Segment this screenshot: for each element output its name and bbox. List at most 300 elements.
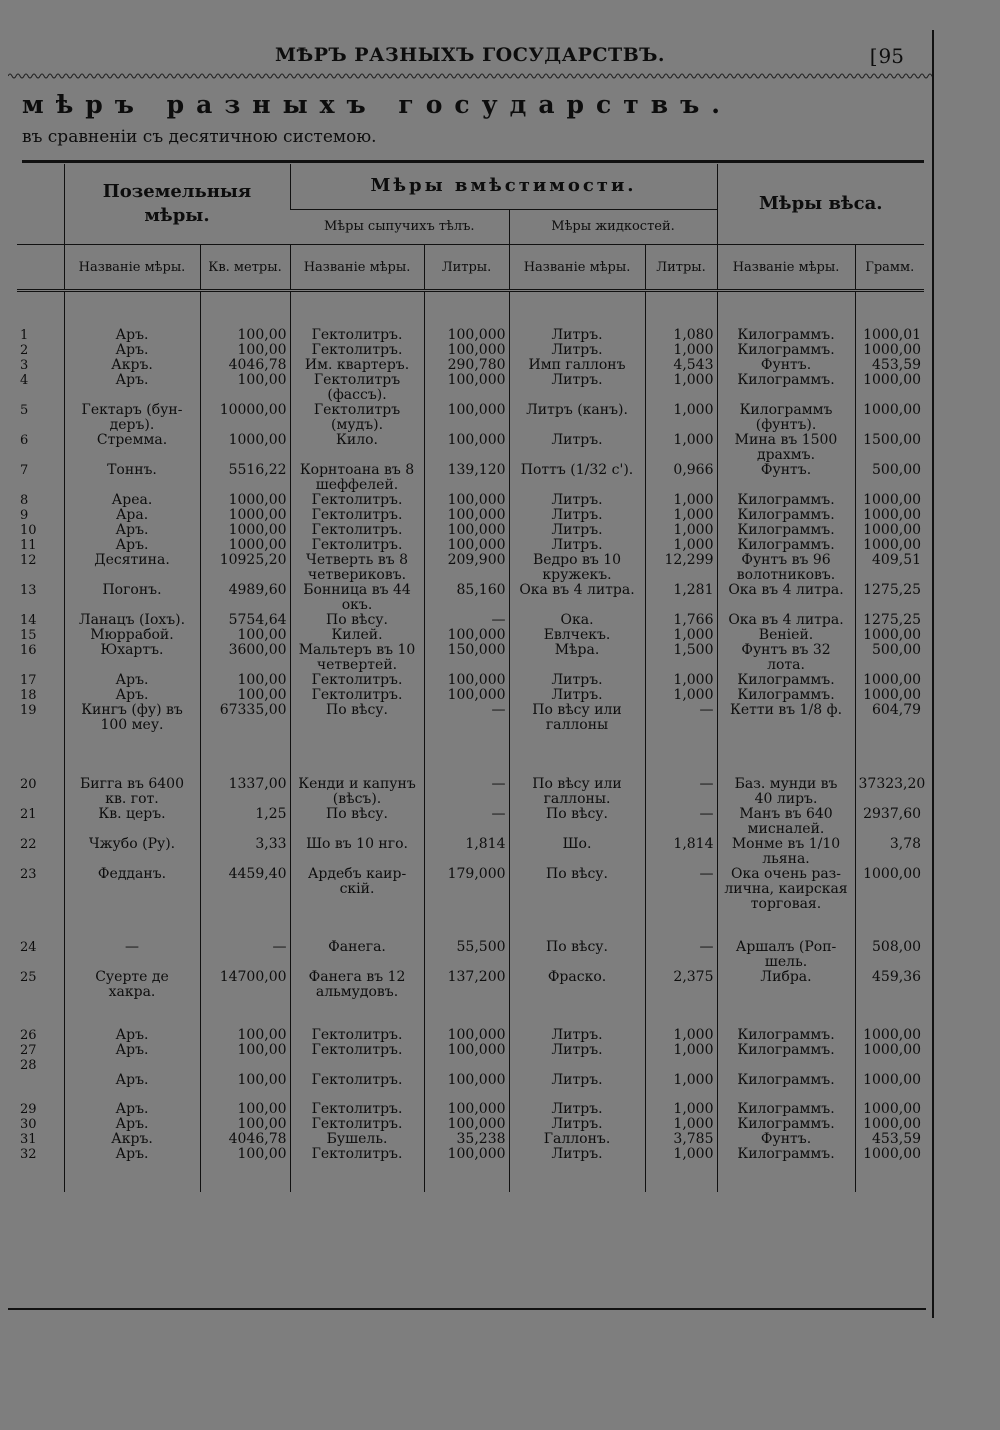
spacer-cell [645,1162,717,1192]
land-measure-name: Чжубо (Ру). [64,837,200,867]
weight-grams: 500,00 [855,463,924,493]
table-row [17,1043,924,1058]
page-number: [ 95 [870,44,904,68]
land-square-meters: 10925,20 [200,553,290,583]
liquid-measure-liters: 1,000 [645,373,717,403]
land-square-meters: 4046,78 [200,1132,290,1147]
row-number: 2 [20,343,29,358]
spacer-cell [17,912,64,940]
spacer-cell [509,291,645,329]
liquid-measure-name: Литръ. [509,1102,645,1117]
liquid-measure-liters: 1,000 [645,1028,717,1043]
row-number: 3 [20,358,29,373]
weight-grams: 1000,00 [855,343,924,358]
table-row [17,403,924,433]
dry-measure-liters: 100,000 [424,373,509,403]
liquid-measures-header: Мѣры жидкостей. [509,209,717,244]
land-square-meters: 100,00 [200,673,290,688]
row-number: 9 [20,508,29,523]
spacer-cell [645,912,717,940]
weight-measure-name: Либра. [717,970,855,1000]
dry-measure-name: Бушель. [290,1132,424,1147]
dry-measure-name: Гектолитръ. [290,1147,424,1162]
dry-measure-name: Кенди и капунъ (вѣсъ). [290,777,424,807]
spacer-cell [855,291,924,329]
table-row [17,970,924,1000]
row-number: 30 [20,1117,37,1132]
land-square-meters: 100,00 [200,1147,290,1162]
liquid-measure-liters: 2,375 [645,970,717,1000]
land-measure-name: Аръ. [64,523,200,538]
weight-grams: 1000,00 [855,1028,924,1043]
spacer-cell [290,1088,424,1102]
liquid-measure-liters: — [645,807,717,837]
liquid-measure-name: Имп галлонъ [509,358,645,373]
row-number: 7 [20,463,29,478]
dry-measure-liters: 100,000 [424,628,509,643]
dry-measure-liters: 150,000 [424,643,509,673]
land-square-meters: 100,00 [200,373,290,403]
dry-measure-liters: 85,160 [424,583,509,613]
wavy-rule [8,72,932,80]
dry-measure-name: Мальтеръ въ 10 четвертей. [290,643,424,673]
spacer-cell [509,1162,645,1192]
spacer-cell [855,912,924,940]
land-measure-name: Кв. церъ. [64,807,200,837]
land-square-meters: 100,00 [200,1028,290,1043]
liquid-measure-name: По вѣсу или галлоны. [509,777,645,807]
weight-grams [855,1058,924,1073]
land-measure-name: Аръ. [64,538,200,553]
page-title: мѣръ разныхъ государствъ. [22,90,732,119]
weight-grams: 409,51 [855,553,924,583]
liquid-measure-name: Ведро въ 10 кружекъ. [509,553,645,583]
liquid-measure-name: По вѣсу. [509,940,645,970]
liquid-measure-liters: 1,000 [645,433,717,463]
dry-measure-liters: 100,000 [424,538,509,553]
weight-grams: 1500,00 [855,433,924,463]
spacer-cell [17,1162,64,1192]
land-square-meters: 1,25 [200,807,290,837]
table-row [17,508,924,523]
dry-measure-name: По вѣсу. [290,613,424,628]
table-row [17,538,924,553]
header-row-columns [17,245,924,291]
dry-measure-liters: 290,780 [424,358,509,373]
dry-measure-name: Гектолитръ. [290,508,424,523]
liquid-measure-name: Литръ. [509,538,645,553]
liquid-measure-name: Ока. [509,613,645,628]
weight-grams: 1000,00 [855,538,924,553]
table-row [17,1058,924,1073]
spacer-cell [424,291,509,329]
spacer-cell [645,733,717,777]
dry-name-header: Названіе мѣры. [290,245,424,291]
row-number: 27 [20,1043,37,1058]
table-body [17,291,924,1193]
liquid-measure-name: Шо. [509,837,645,867]
weight-grams: 1000,00 [855,867,924,912]
spacer-cell [645,291,717,329]
weight-measure-name: Фунтъ. [717,1132,855,1147]
weight-measure-name: Фунтъ. [717,463,855,493]
land-measure-name: Аръ. [64,1043,200,1058]
spacer-cell [424,912,509,940]
table-row [17,1073,924,1088]
weight-measure-name: Килограммъ. [717,493,855,508]
dry-measure-liters: 100,000 [424,673,509,688]
liquid-measure-liters: 1,000 [645,508,717,523]
liquid-measure-name: Литръ. [509,328,645,343]
land-measure-name: Тоннъ. [64,463,200,493]
liquid-measure-liters: 1,000 [645,1073,717,1088]
land-measure-name: — [64,940,200,970]
land-measure-name: Аръ. [64,1028,200,1043]
weight-measure-name: Килограммъ. [717,1147,855,1162]
table-row [17,628,924,643]
weight-grams: 1000,00 [855,1117,924,1132]
dry-measure-name: Гектолитръ. [290,343,424,358]
weight-measure-name: Килограммъ. [717,508,855,523]
table-row [17,1028,924,1043]
table-row [17,583,924,613]
land-square-meters: 10000,00 [200,403,290,433]
row-number: 13 [20,583,37,598]
liquid-measure-liters: — [645,867,717,912]
spacer-cell [64,912,200,940]
liquid-measure-name: Галлонъ. [509,1132,645,1147]
spacer-cell [64,291,200,329]
liquid-measure-liters: — [645,777,717,807]
dry-measure-name: Бонница въ 44 окъ. [290,583,424,613]
dry-measure-name: Гектолитръ. [290,538,424,553]
spacer-row [17,733,924,777]
table-row [17,643,924,673]
weight-measure-name: Килограммъ. [717,538,855,553]
spacer-cell [509,1000,645,1028]
land-measure-name: Погонъ. [64,583,200,613]
land-measure-name: Аръ. [64,1102,200,1117]
row-number: 19 [20,703,37,718]
land-measure-name: Аръ. [64,343,200,358]
row-number: 23 [20,867,37,882]
table-row [17,373,924,403]
land-square-meters: 3600,00 [200,643,290,673]
dry-measure-liters: 100,000 [424,1117,509,1132]
weight-grams: 3,78 [855,837,924,867]
spacer-cell [424,1088,509,1102]
row-number: 12 [20,553,37,568]
land-measure-name: Суерте де хакра. [64,970,200,1000]
row-number: 10 [20,523,37,538]
spacer-cell [290,1162,424,1192]
weight-measure-name: Баз. мунди въ 40 лиръ. [717,777,855,807]
spacer-cell [200,1162,290,1192]
spacer-cell [17,733,64,777]
liquid-measure-liters: 1,000 [645,343,717,358]
liquid-measure-name [509,1058,645,1073]
table-row [17,1102,924,1117]
land-measure-name: Аръ. [64,688,200,703]
dry-measure-name: Гектолитръ. [290,1028,424,1043]
land-square-meters: 3,33 [200,837,290,867]
land-square-meters: 1000,00 [200,523,290,538]
land-measure-name: Мюррабой. [64,628,200,643]
liquid-measure-liters: 1,281 [645,583,717,613]
dry-measure-liters [424,1058,509,1073]
weight-measure-name: Ока въ 4 литра. [717,583,855,613]
spacer-cell [424,1000,509,1028]
land-name-header: Названіе мѣры. [64,245,200,291]
dry-measure-name: Гектолитръ. [290,523,424,538]
liquid-measure-liters: 1,000 [645,403,717,433]
liquid-measure-liters: 1,000 [645,1147,717,1162]
weight-measure-name: Килограммъ. [717,673,855,688]
dry-measure-name: Гектолитръ (фассъ). [290,373,424,403]
dry-measure-name: Фанега въ 12 альмудовъ. [290,970,424,1000]
land-square-meters: 100,00 [200,1117,290,1132]
land-square-meters: 1000,00 [200,508,290,523]
land-measure-name: Гектаръ (бун- деръ). [64,403,200,433]
row-number: 26 [20,1028,37,1043]
land-square-meters: 14700,00 [200,970,290,1000]
table-row [17,328,924,343]
land-square-meters [200,1058,290,1073]
dry-measure-liters: 179,000 [424,867,509,912]
liquid-measure-name: По вѣсу. [509,867,645,912]
weight-grams: 1000,00 [855,523,924,538]
spacer-cell [509,733,645,777]
dry-measure-liters: 139,120 [424,463,509,493]
spacer-row [17,912,924,940]
weight-measure-name: Ока въ 4 литра. [717,613,855,628]
row-number: 22 [20,837,37,852]
land-square-meters: 100,00 [200,1102,290,1117]
dry-measure-name: Фанега. [290,940,424,970]
row-number: 17 [20,673,37,688]
row-number: 21 [20,807,37,822]
dry-measure-liters: 55,500 [424,940,509,970]
spacer-cell [717,912,855,940]
row-number: 15 [20,628,37,643]
spacer-cell [717,1162,855,1192]
dry-measure-liters: — [424,807,509,837]
row-number: 20 [20,777,37,792]
dry-measure-liters: 100,000 [424,1147,509,1162]
weight-measure-name: Веніей. [717,628,855,643]
weight-grams: 1000,00 [855,373,924,403]
weight-grams: 1275,25 [855,583,924,613]
land-measure-name: Кингъ (фу) въ 100 меу. [64,703,200,733]
row-number: 14 [20,613,37,628]
weight-grams: 1000,01 [855,328,924,343]
spacer-cell [200,1088,290,1102]
weight-measure-name: Килограммъ. [717,1102,855,1117]
dry-measure-name: Гектолитръ. [290,1043,424,1058]
spacer-cell [855,1088,924,1102]
table-row [17,688,924,703]
liquid-measure-name: Поттъ (1/32 с'). [509,463,645,493]
dry-measure-name: По вѣсу. [290,703,424,733]
land-square-meters: 1000,00 [200,433,290,463]
spacer-cell [717,733,855,777]
spacer-cell [424,1162,509,1192]
weight-grams: 1000,00 [855,493,924,508]
row-number: 31 [20,1132,37,1147]
weight-grams: 1000,00 [855,688,924,703]
table-row [17,343,924,358]
dry-measure-liters: 137,200 [424,970,509,1000]
weight-grams: 1000,00 [855,673,924,688]
table-row [17,433,924,463]
dry-measure-liters: — [424,777,509,807]
row-number: 29 [20,1102,37,1117]
spacer-row [17,1088,924,1102]
dry-measure-name: Килей. [290,628,424,643]
row-number-subheader [17,245,64,291]
land-measure-name: Ара. [64,508,200,523]
table-row [17,1147,924,1162]
spacer-row [17,291,924,329]
weight-measure-name: Аршалъ (Роп- шель. [717,940,855,970]
spacer-cell [290,1000,424,1028]
liquid-measure-liters: 1,500 [645,643,717,673]
land-square-meters: 5516,22 [200,463,290,493]
land-measure-name: Аръ. [64,1147,200,1162]
liquid-measure-liters: 1,000 [645,1102,717,1117]
row-number [17,1073,64,1088]
liquid-measure-liters: 1,000 [645,673,717,688]
land-square-meters: 100,00 [200,1043,290,1058]
weight-measure-name [717,1058,855,1073]
dry-measure-name: Кило. [290,433,424,463]
running-title: МѢРЪ РАЗНЫХЪ ГОСУДАРСТВЪ. [274,44,666,66]
land-measure-name: Ареа. [64,493,200,508]
land-measure-name: Юхартъ. [64,643,200,673]
dry-measure-liters: 209,900 [424,553,509,583]
dry-measure-name: Гектолитръ. [290,688,424,703]
row-number: 5 [20,403,29,418]
weight-measure-name: Фунтъ въ 96 волотниковъ. [717,553,855,583]
row-number: 8 [20,493,29,508]
dry-measure-liters: 35,238 [424,1132,509,1147]
land-square-meters: 1337,00 [200,777,290,807]
liquid-measure-liters: 1,080 [645,328,717,343]
spacer-cell [200,291,290,329]
row-number: 16 [20,643,37,658]
weight-measure-name: Фунтъ. [717,358,855,373]
row-number: 6 [20,433,29,448]
top-rule [22,160,924,163]
spacer-cell [855,1000,924,1028]
spacer-cell [17,1088,64,1102]
liquid-measure-name: Литръ. [509,1073,645,1088]
table-row [17,463,924,493]
weight-measure-name: Килограммъ. [717,343,855,358]
liquid-measure-liters: 1,000 [645,1117,717,1132]
dry-liters-header: Литры. [424,245,509,291]
spacer-cell [17,1000,64,1028]
spacer-cell [200,733,290,777]
land-measure-name: Аръ. [64,1117,200,1132]
weight-measure-name: Кетти въ 1/8 ф. [717,703,855,733]
weight-grams: 1000,00 [855,403,924,433]
page-subtitle: въ сравненіи съ десятичною системою. [22,127,377,147]
measures-table [17,164,924,1192]
land-square-meters: 100,00 [200,1073,290,1088]
table-row [17,1117,924,1132]
dry-measure-liters: 100,000 [424,1102,509,1117]
dry-measure-name: Гектолитръ. [290,1073,424,1088]
liquid-measure-name: Литръ. [509,1028,645,1043]
land-measure-name: Аръ. [64,673,200,688]
liquid-measure-liters: 1,000 [645,538,717,553]
weight-grams-header: Грамм. [855,245,924,291]
spacer-row [17,1162,924,1192]
spacer-cell [64,1000,200,1028]
spacer-row [17,1000,924,1028]
table-row [17,613,924,628]
liquid-measure-name: Литръ. [509,1147,645,1162]
dry-measure-liters: 100,000 [424,1073,509,1088]
spacer-cell [509,912,645,940]
weight-measures-header: Мѣры вѣса. [717,164,924,245]
land-measure-name: Десятина. [64,553,200,583]
weight-grams: 1000,00 [855,1043,924,1058]
liquid-measure-name: Евлчекъ. [509,628,645,643]
row-number: 11 [20,538,37,553]
land-measure-name: Стремма. [64,433,200,463]
weight-measure-name: Килограммъ. [717,688,855,703]
weight-grams: 1000,00 [855,628,924,643]
liquid-measure-name: Литръ. [509,433,645,463]
land-square-meters: 1000,00 [200,493,290,508]
dry-measure-liters: 100,000 [424,403,509,433]
liquid-measure-liters: 1,766 [645,613,717,628]
land-square-meters: 4459,40 [200,867,290,912]
liquid-measure-liters: 1,000 [645,688,717,703]
dry-measure-name: Ардебъ каир- скій. [290,867,424,912]
weight-grams: 1000,00 [855,1073,924,1088]
dry-measure-name: Четверть въ 8 четвериковъ. [290,553,424,583]
weight-grams: 604,79 [855,703,924,733]
weight-measure-name: Монме въ 1/10 льяна. [717,837,855,867]
dry-measure-liters: 100,000 [424,433,509,463]
weight-measure-name: Килограммъ. [717,1043,855,1058]
weight-grams: 1275,25 [855,613,924,628]
weight-measure-name: Килограммъ. [717,523,855,538]
land-sqm-header: Кв. метры. [200,245,290,291]
spacer-cell [17,291,64,329]
spacer-cell [717,1088,855,1102]
dry-measure-name [290,1058,424,1073]
weight-measure-name: Килограммъ. [717,1073,855,1088]
land-square-meters: 4046,78 [200,358,290,373]
spacer-cell [64,733,200,777]
row-number: 24 [20,940,37,955]
weight-measure-name: Килограммъ. [717,1117,855,1132]
row-number: 25 [20,970,37,985]
liquid-measure-liters [645,1058,717,1073]
weight-grams: 500,00 [855,643,924,673]
liquid-measure-liters: 0,966 [645,463,717,493]
weight-grams: 37323,20 [855,777,924,807]
spacer-cell [64,1162,200,1192]
land-measure-name: Ланацъ (Іохъ). [64,613,200,628]
dry-measure-liters: 100,000 [424,523,509,538]
weight-measure-name: Ока очень раз- лична, каирская торговая. [717,867,855,912]
weight-grams: 459,36 [855,970,924,1000]
